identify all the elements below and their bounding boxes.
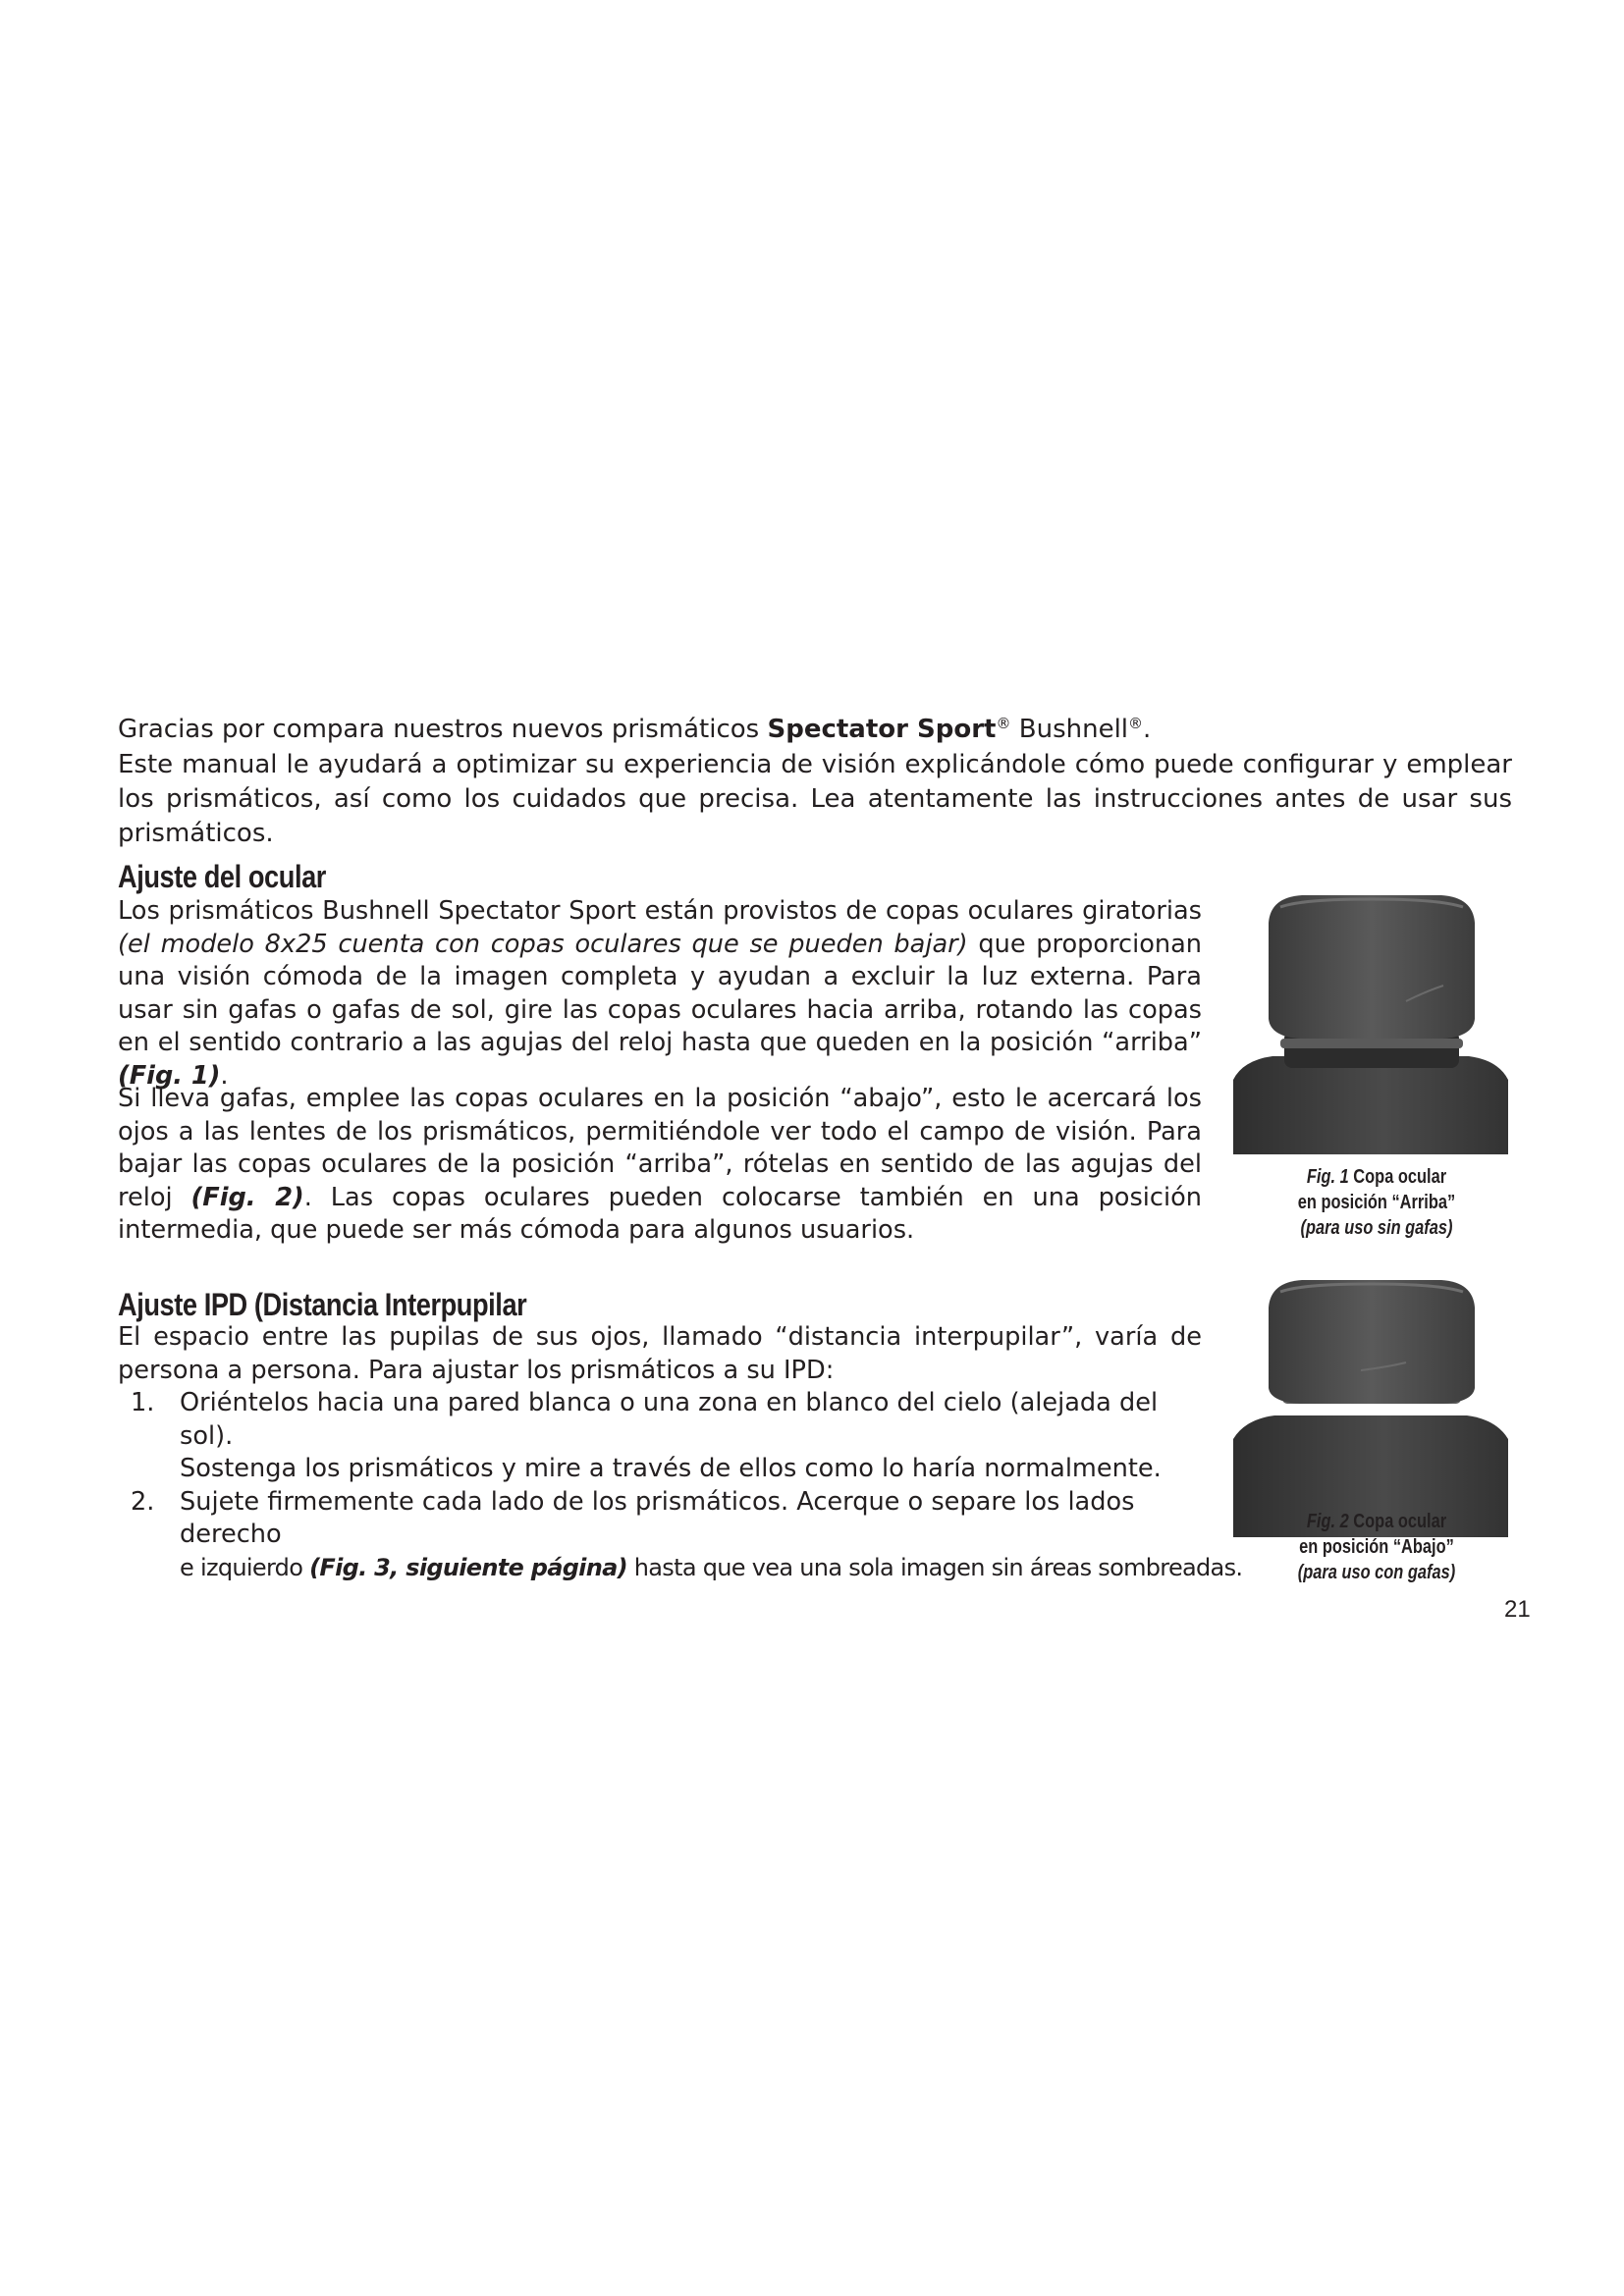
fig-1-reference: (Fig. 1) [118, 1060, 221, 1091]
ipd-intro-paragraph: El espacio entre las pupilas de sus ojos, llamado “distancia interpupilar”, varía de persona a persona. Para ajustar los prismáticos a su IPD: [118, 1322, 1202, 1385]
intro-line-2: Este manual le ayudará a optimizar su experiencia de visión explicándole cómo puede configurar y emplear los prismáticos, así como los cuidados que precisa. Lea atentamente las instrucciones antes de usar sus prismáticos. [118, 750, 1512, 848]
ipd-steps-list [118, 1387, 1243, 1584]
eyepiece-paragraph-1: Los prismáticos Bushnell Spectator Sport están provistos de copas oculares giratorias (el modelo 8x25 cuenta con copas oculares que se pueden bajar) que proporcionan una visión cómoda de la imagen completa y ayudan a excluir la luz externa. Para usar sin gafas o gafas de sol, gire las copas oculares hacia arriba, rotando las copas en el sentido contrario a las agujas del reloj hasta que queden en la posición “arriba” (Fig. 1). [118, 896, 1202, 1091]
eyecup-up-photo [1233, 883, 1508, 1154]
list-item: 2. Sujete firmemente cada lado de los prismáticos. Acerque o separe los lados derecho e izquierdo (Fig. 3, siguiente página) hasta que vea una sola imagen sin áreas sombreadas. [131, 1486, 1243, 1581]
fig-3-reference: (Fig. 3, siguiente página) [309, 1553, 627, 1581]
section-heading-eyepiece: Ajuste del ocular [118, 859, 326, 894]
brand-name: Spectator Sport [767, 715, 997, 744]
fig-2-reference: (Fig. 2) [190, 1182, 304, 1212]
section-heading-ipd: Ajuste IPD (Distancia Interpupilar [118, 1287, 527, 1322]
list-item: 1. Oriéntelos hacia una pared blanca o una zona en blanco del cielo (alejada del sol). Sostenga los prismáticos y mire a través de ellos como lo haría normalmente. [131, 1388, 1162, 1483]
intro-line-1: Gracias por compara nuestros nuevos prismáticos Spectator Sport® Bushnell®. [118, 715, 1152, 744]
intro-block [118, 713, 1512, 851]
eyepiece-paragraph-2: Si lleva gafas, emplee las copas oculares en la posición “abajo”, esto le acercará los ojos a las lentes de los prismáticos, permitiéndole ver todo el campo de visión. Para bajar las copas oculares de la posición “arriba”, rótelas en sentido de las agujas del reloj (Fig. 2). Las copas oculares pueden colocarse también en una posición intermedia, que puede ser más cómoda para algunos usuarios. [118, 1084, 1202, 1245]
page-number: 21 [1504, 1596, 1531, 1623]
eyecup-down-photo [1233, 1272, 1508, 1537]
fig-2-caption: Fig. 2 Copa ocular en posición “Abajo” (para uso con gafas) [1297, 1511, 1456, 1583]
fig-1-caption: Fig. 1 Copa ocular en posición “Arriba” (para uso sin gafas) [1297, 1166, 1456, 1239]
